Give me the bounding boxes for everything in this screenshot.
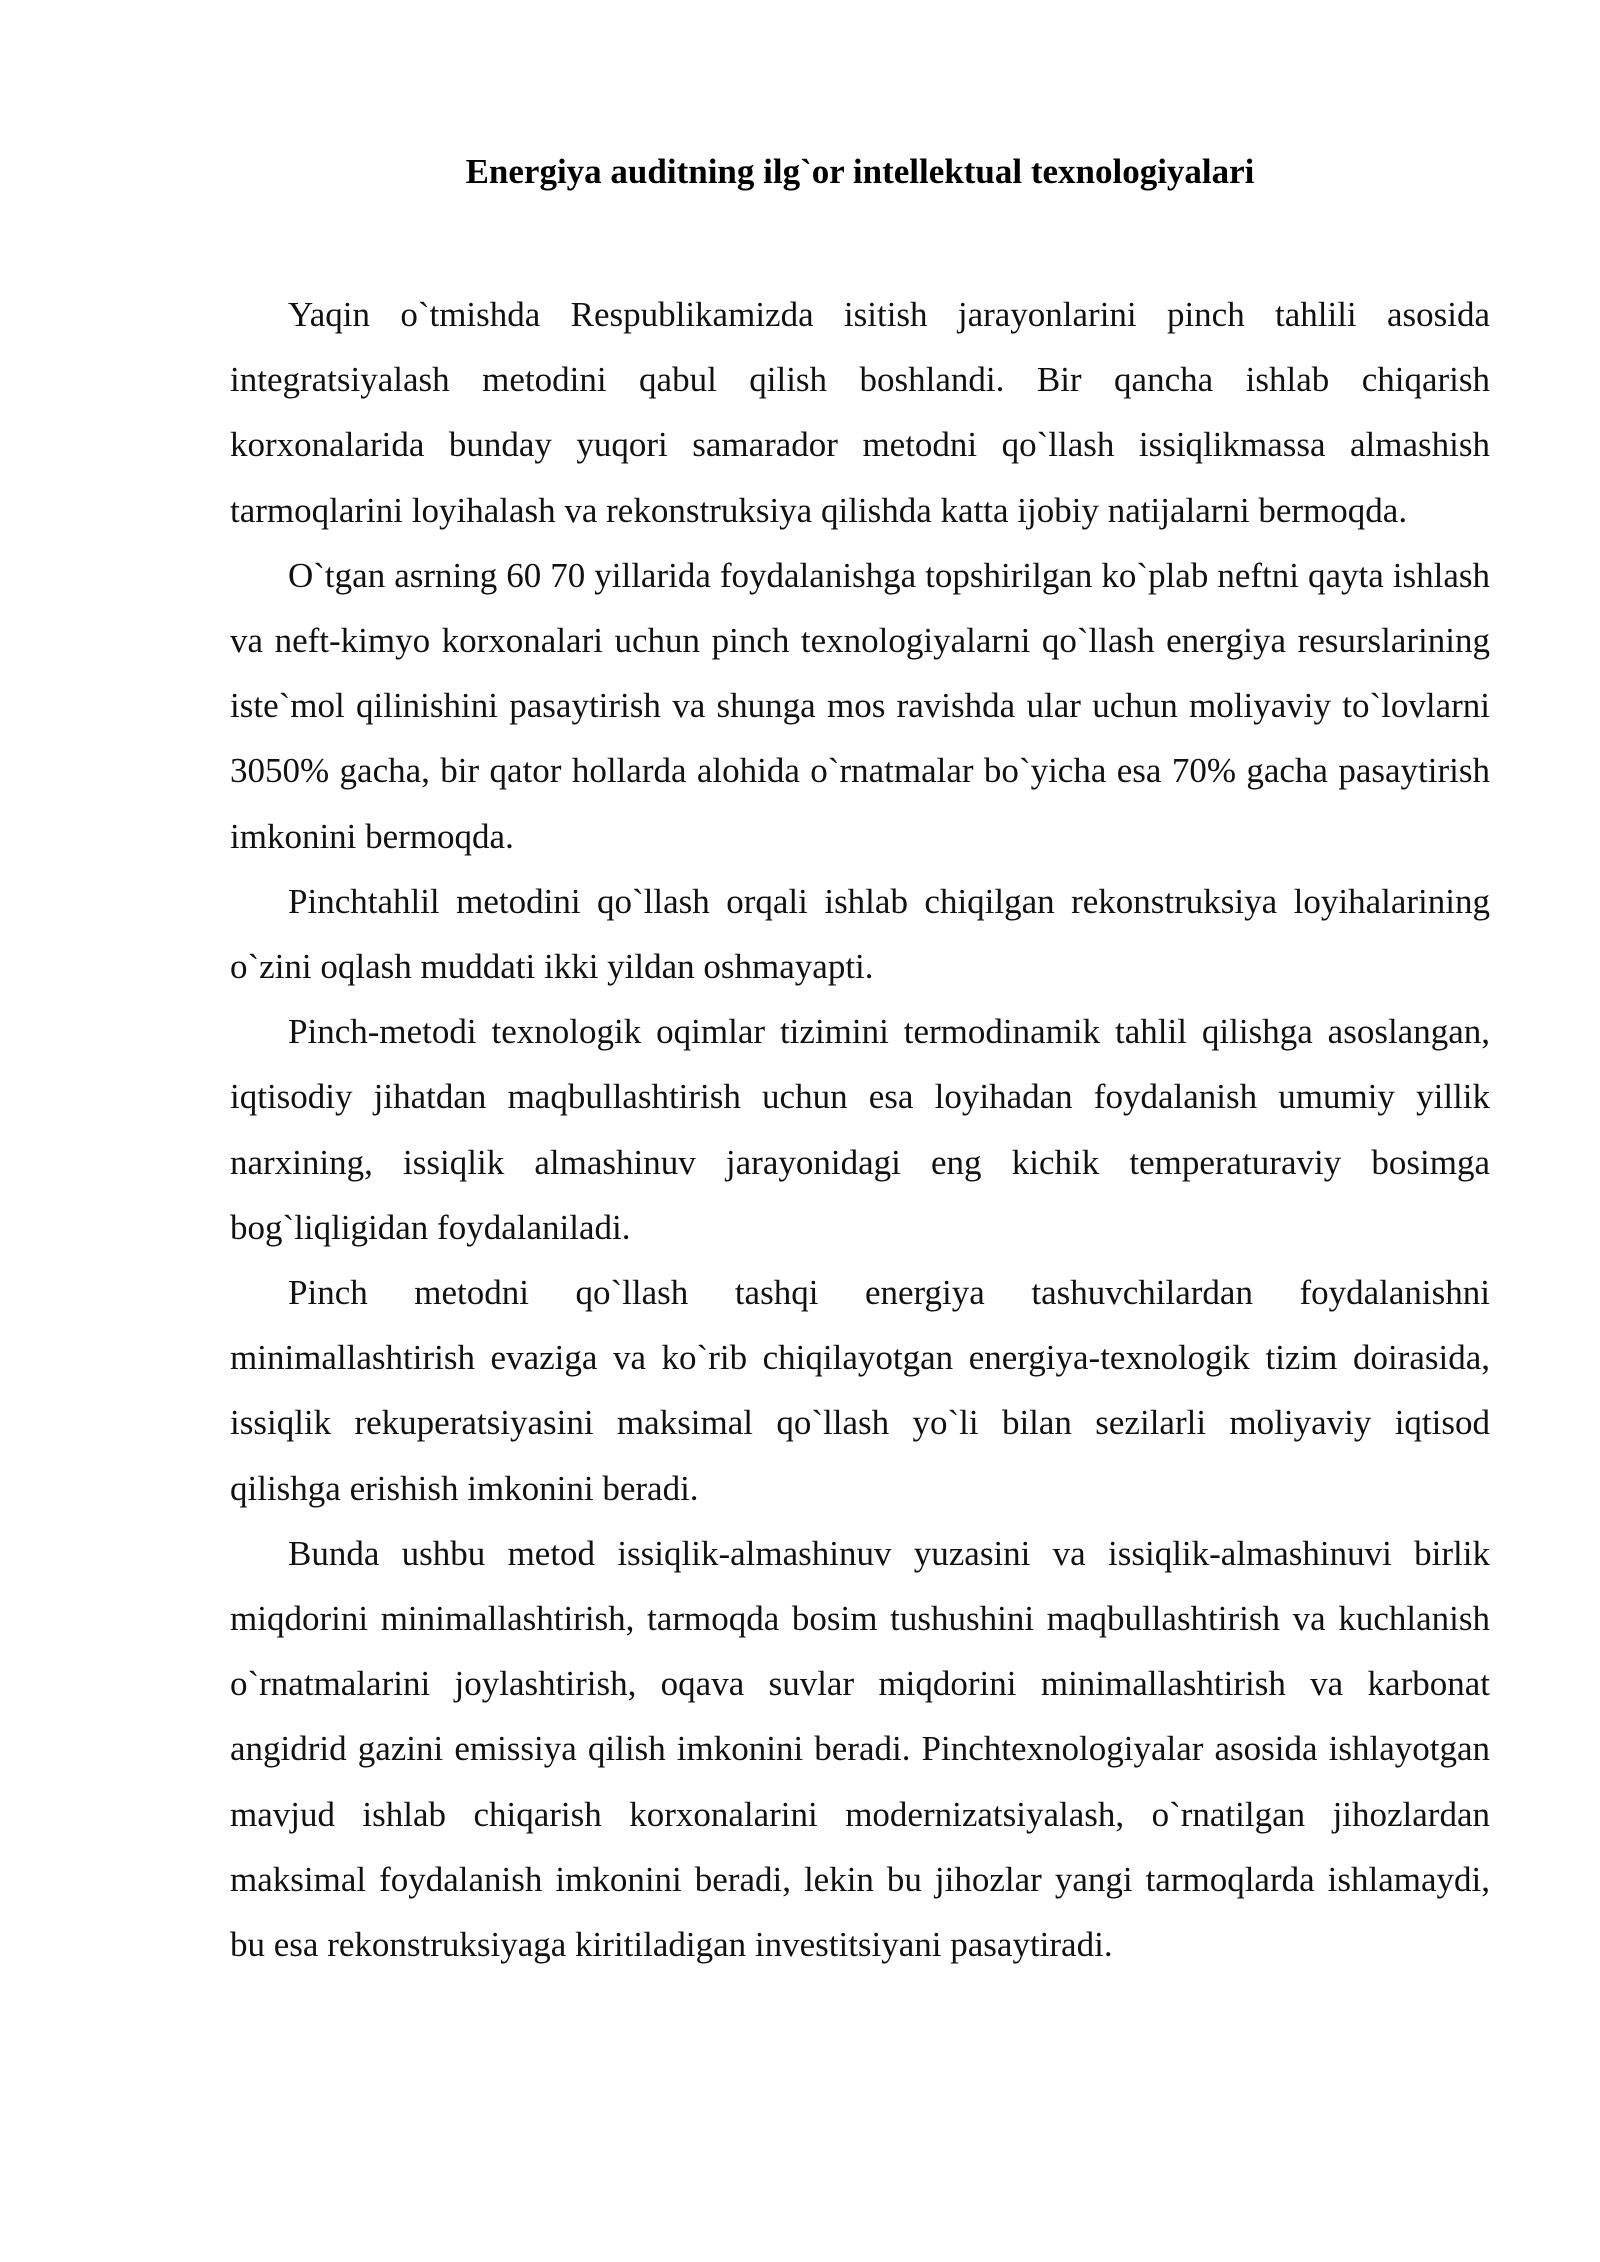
paragraph-2: O`tgan asrning 60 70 yillarida foydalanishga topshirilgan ko`plab neftni qayta ishlash va neft-kimyo korxonalari uchun pinch texnologiyalarni qo`llash energiya resurslarining iste`mol qilinishini pasaytirish va shunga mos ravishda ular uchun moliyaviy to`lovlarni 3050% gacha, bir qator hollarda alohida o`rnatmalar bo`yicha esa 70% gacha pasaytirish imkonini bermoqda. (230, 555, 1490, 856)
paragraph-3: Pinchtahlil metodini qo`llash orqali ishlab chiqilgan rekonstruksiya loyihalarining o`zini oqlash muddati ikki yildan oshmayapti. (230, 881, 1490, 987)
paragraph-6: Bunda ushbu metod issiqlik-almashinuv yuzasini va issiqlik-almashinuvi birlik miqdorini minimallashtirish, tarmoqda bosim tushushini maqbullashtirish va kuchlanish o`rnatmalarini joylashtirish, oqava suvlar miqdorini minimallashtirish va karbonat angidrid gazini emissiya qilish imkonini beradi. Pinchtexnologiyalar asosida ishlayotgan mavjud ishlab chiqarish korxonalarini modernizatsiyalash, o`rnatilgan jihozlardan maksimal foydalanish imkonini beradi, lekin bu jihozlar yangi tarmoqlarda ishlamaydi, bu esa rekonstruksiyaga kiritiladigan investitsiyani pasaytiradi. (230, 1533, 1490, 1965)
document-title: Energiya auditning ilg`or intellektual texnologiyalari (465, 152, 1255, 191)
paragraph-1: Yaqin o`tmishda Respublikamizda isitish jarayonlarini pinch tahlili asosida integratsiyalash metodini qabul qilish boshlandi. Bir qancha ishlab chiqarish korxonalarida bunday yuqori samarador metodni qo`llash issiqlikmassa almashish tarmoqlarini loyihalash va rekonstruksiya qilishda katta ijobiy natijalarni bermoqda. (230, 295, 1490, 530)
paragraph-4: Pinch-metodi texnologik oqimlar tizimini termodinamik tahlil qilishga asoslangan, iqtisodiy jihatdan maqbullashtirish uchun esa loyihadan foydalanish umumiy yillik narxining, issiqlik almashinuv jarayonidagi eng kichik temperaturaviy bosimga bog`liqligidan foydalaniladi. (230, 1012, 1490, 1247)
paragraph-5: Pinch metodni qo`llash tashqi energiya tashuvchilardan foydalanishni minimallashtirish evaziga va ko`rib chiqilayotgan energiya-texnologik tizim doirasida, issiqlik rekuperatsiyasini maksimal qo`llash yo`li bilan sezilarli moliyaviy iqtisod qilishga erishish imkonini beradi. (230, 1273, 1490, 1508)
document-body (230, 282, 1490, 1977)
